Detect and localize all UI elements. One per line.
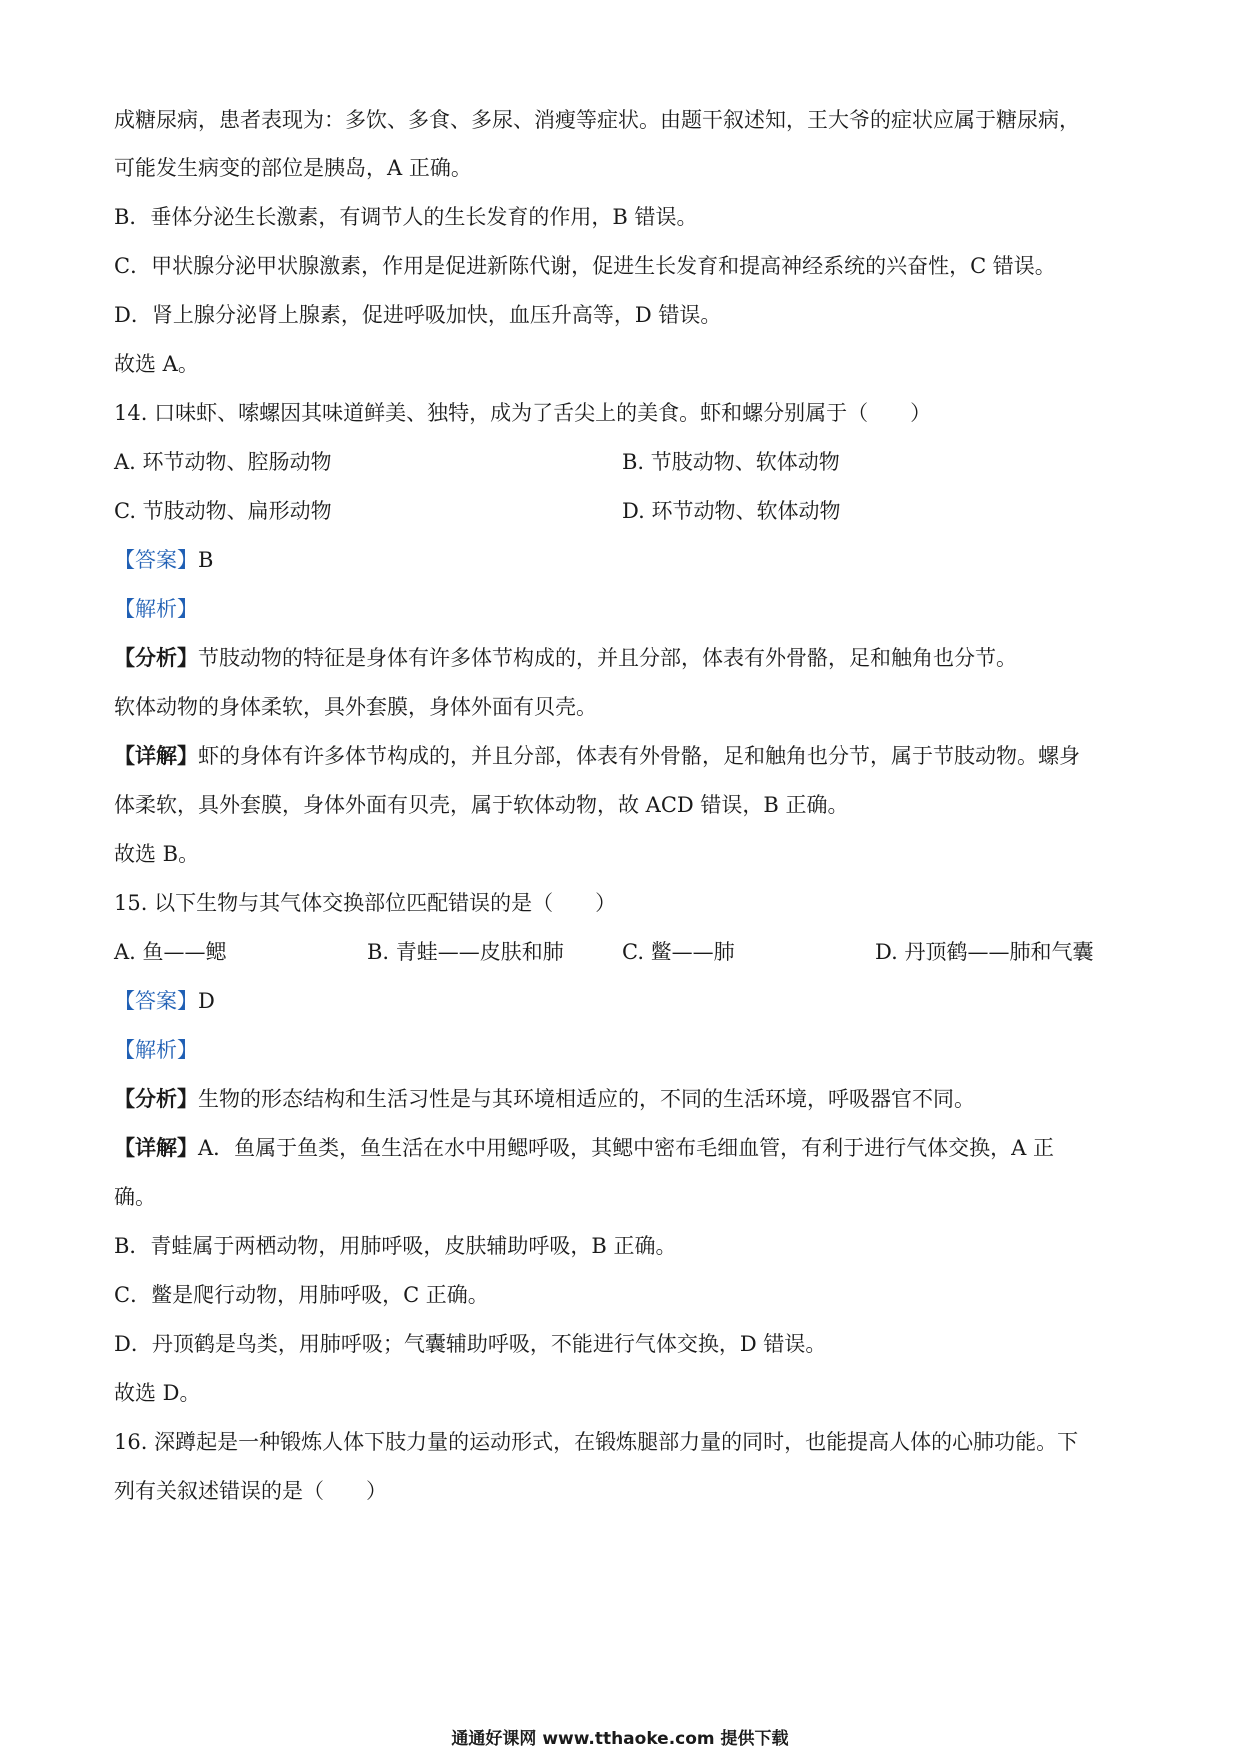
text-line: B．垂体分泌生长激素，有调节人的生长发育的作用，B 错误。 [114, 205, 698, 229]
text-line: 故选 A。 [114, 352, 199, 376]
text-line: 故选 D。 [114, 1381, 201, 1405]
q14-xiangjie [114, 741, 1080, 771]
xiangjie-text: 虾的身体有许多体节构成的，并且分部，体表有外骨骼，足和触角也分节，属于节肢动物。螺身 [198, 744, 1080, 768]
fenxi-text: 生物的形态结构和生活习性是与其环境相适应的，不同的生活环境，呼吸器官不同。 [198, 1087, 975, 1111]
fenxi-text: 节肢动物的特征是身体有许多体节构成的，并且分部，体表有外骨骼，足和触角也分节。 [198, 646, 1017, 670]
q15-option-b: B. 青蛙——皮肤和肺 [367, 940, 564, 964]
text-line: D．丹顶鹤是鸟类，用肺呼吸；气囊辅助呼吸，不能进行气体交换，D 错误。 [114, 1332, 827, 1356]
question-16-stem: 16. 深蹲起是一种锻炼人体下肢力量的运动形式，在锻炼腿部力量的同时，也能提高人体的心肺功能。下 [114, 1430, 1079, 1454]
page-footer: 通通好课网 www.tthaoke.com 提供下载 [451, 1729, 789, 1749]
answer-value: B [198, 548, 214, 572]
fenxi-tag: 【分析】 [114, 645, 198, 670]
q14-option-c: C. 节肢动物、扁形动物 [114, 499, 332, 523]
q14-option-b: B. 节肢动物、软体动物 [622, 450, 840, 474]
q15-fenxi [114, 1084, 975, 1114]
answer-value: D [198, 989, 215, 1013]
q15-answer [114, 986, 215, 1016]
text-line: D．肾上腺分泌肾上腺素，促进呼吸加快，血压升高等，D 错误。 [114, 303, 722, 327]
text-line: 可能发生病变的部位是胰岛，A 正确。 [114, 156, 472, 180]
text-line: 成糖尿病，患者表现为：多饮、多食、多尿、消瘦等症状。由题干叙述知，王大爷的症状应属于糖尿病， [114, 108, 1080, 132]
text-line: 确。 [114, 1185, 156, 1209]
text-line: C．甲状腺分泌甲状腺激素，作用是促进新陈代谢，促进生长发育和提高神经系统的兴奋性，C 错误。 [114, 254, 1056, 278]
analysis-tag: 【解析】 [114, 1038, 198, 1062]
text-line: B．青蛙属于两栖动物，用肺呼吸，皮肤辅助呼吸，B 正确。 [114, 1234, 677, 1258]
answer-tag: 【答案】 [114, 548, 198, 572]
text-line: 故选 B。 [114, 842, 200, 866]
text-line: C．鳖是爬行动物，用肺呼吸，C 正确。 [114, 1283, 489, 1307]
q14-option-d: D. 环节动物、软体动物 [622, 499, 841, 523]
q14-answer [114, 545, 213, 575]
q15-option-c: C. 鳖——肺 [622, 940, 735, 964]
q15-option-a: A. 鱼——鳃 [114, 940, 227, 964]
text-line: 软体动物的身体柔软，具外套膜，身体外面有贝壳。 [114, 695, 597, 719]
q14-option-a: A. 环节动物、腔肠动物 [114, 450, 332, 474]
q15-xiangjie [114, 1133, 1054, 1163]
q14-jiexi [114, 594, 198, 624]
xiangjie-text: A．鱼属于鱼类，鱼生活在水中用鳃呼吸，其鳃中密布毛细血管，有利于进行气体交换，A 正 [198, 1136, 1055, 1160]
text-line: 体柔软，具外套膜，身体外面有贝壳，属于软体动物，故 ACD 错误，B 正确。 [114, 793, 849, 817]
question-15-stem: 15. 以下生物与其气体交换部位匹配错误的是（ ） [114, 891, 617, 915]
question-14-stem: 14. 口味虾、嗦螺因其味道鲜美、独特，成为了舌尖上的美食。虾和螺分别属于（ ） [114, 401, 932, 425]
q15-option-d: D. 丹顶鹤——肺和气囊 [875, 940, 1094, 964]
q14-fenxi [114, 643, 1017, 673]
text-line: 列有关叙述错误的是（ ） [114, 1479, 387, 1503]
analysis-tag: 【解析】 [114, 597, 198, 621]
xiangjie-tag: 【详解】 [114, 1135, 198, 1160]
xiangjie-tag: 【详解】 [114, 743, 198, 768]
q15-jiexi [114, 1035, 198, 1065]
answer-tag: 【答案】 [114, 989, 198, 1013]
fenxi-tag: 【分析】 [114, 1086, 198, 1111]
